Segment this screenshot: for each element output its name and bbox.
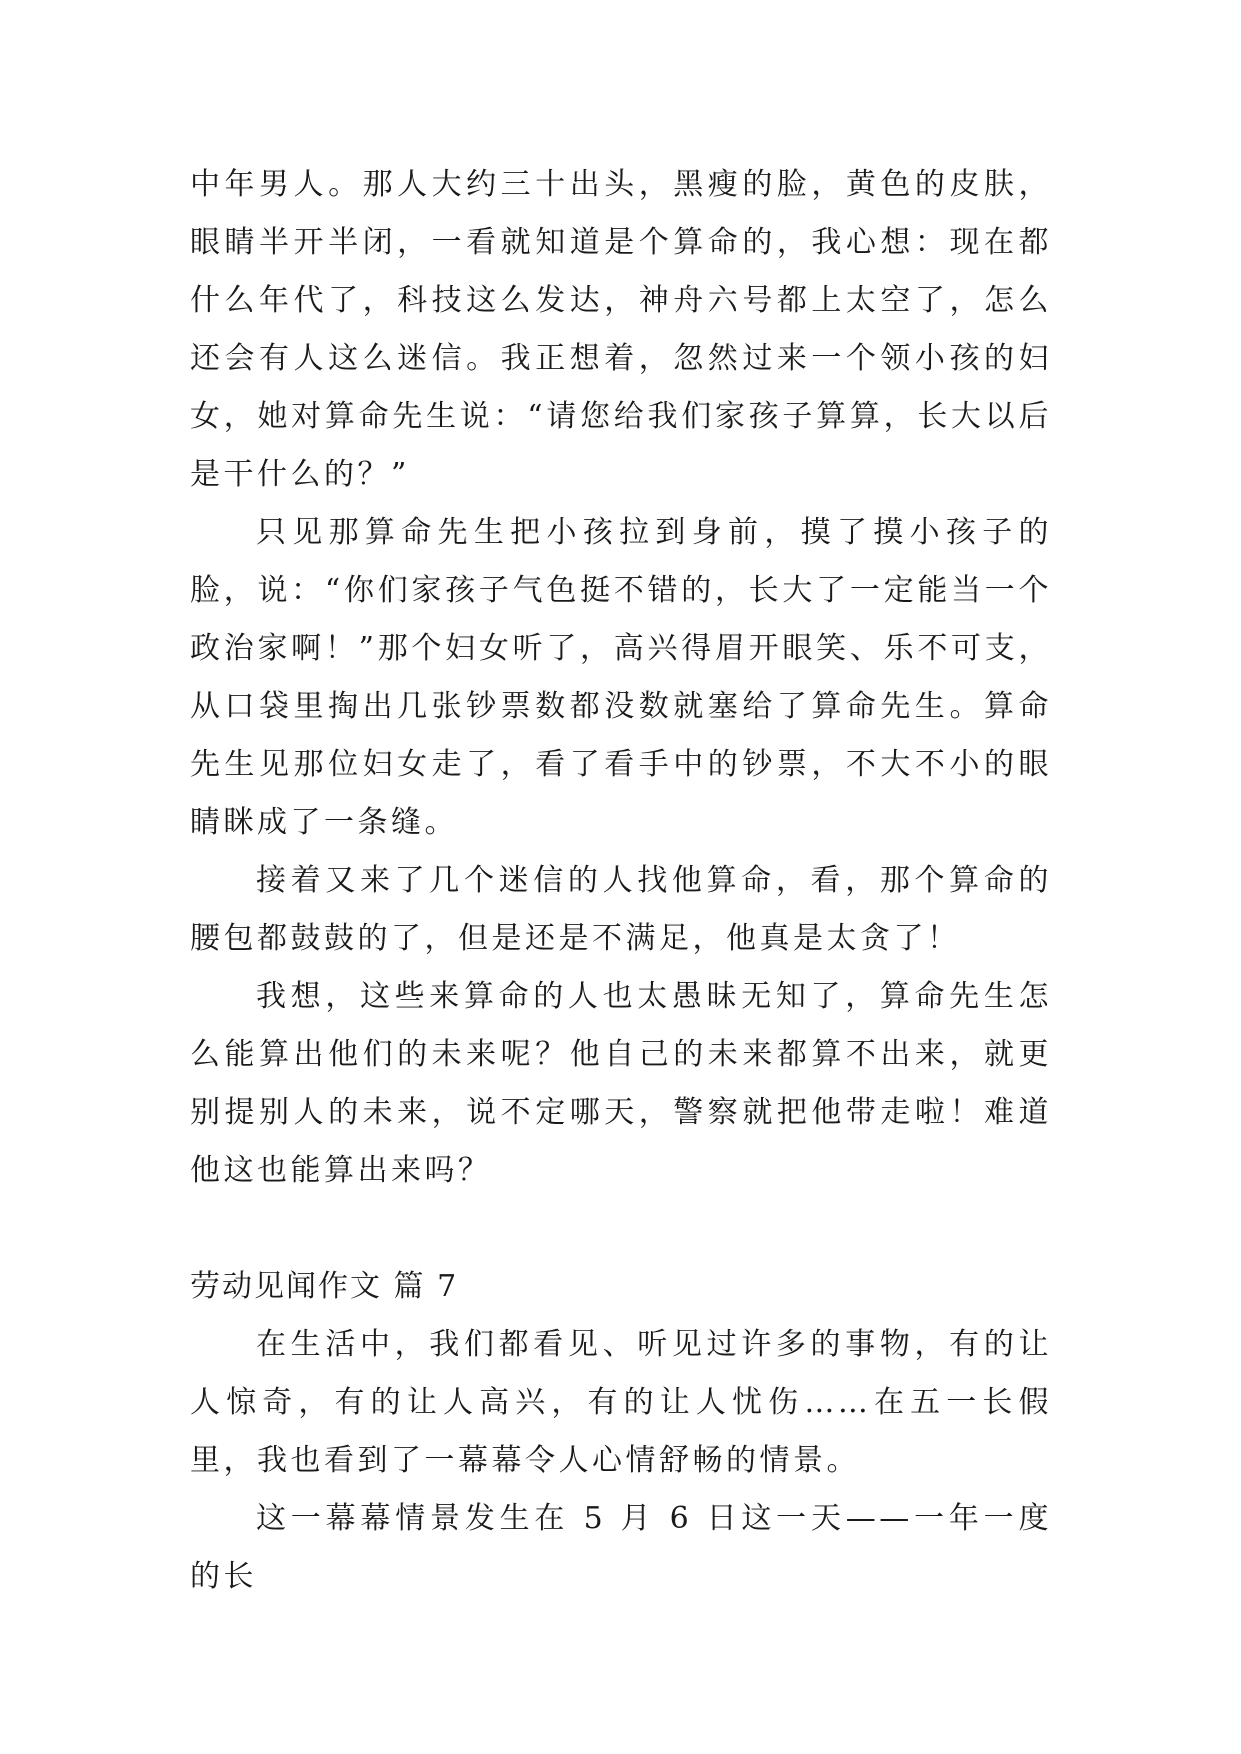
section-heading: 劳动见闻作文 篇 7 bbox=[190, 1269, 459, 1304]
paragraph-3: 接着又来了几个迷信的人找他算命，看，那个算命的腰包都鼓鼓的了，但是还是不满足，他真是太贪了！ bbox=[190, 863, 1052, 956]
document-body bbox=[190, 156, 1052, 1606]
paragraph-4: 我想，这些来算命的人也太愚昧无知了，算命先生怎么能算出他们的未来呢？他自己的未来都算不出来，就更别提别人的未来，说不定哪天，警察就把他带走啦！难道他这也能算出来吗？ bbox=[190, 979, 1052, 1188]
section-spacer bbox=[190, 1200, 1052, 1258]
paragraph-1: 中年男人。那人大约三十出头，黑瘦的脸，黄色的皮肤，眼睛半开半闭，一看就知道是个算命的，我心想：现在都什么年代了，科技这么发达，神舟六号都上太空了，怎么还会有人这么迷信。我正想着，忽然过来一个领小孩的妇女，她对算命先生说：“请您给我们家孩子算算，长大以后是干什么的？” bbox=[190, 167, 1052, 492]
section-paragraph-2: 这一幕幕情景发生在 5 月 6 日这一天——一年一度的长 bbox=[190, 1501, 1052, 1594]
paragraph-2: 只见那算命先生把小孩拉到身前，摸了摸小孩子的脸，说：“你们家孩子气色挺不错的，长大了一定能当一个政治家啊！”那个妇女听了，高兴得眉开眼笑、乐不可支，从口袋里掏出几张钞票数都没数就塞给了算命先生。算命先生见那位妇女走了，看了看手中的钞票，不大不小的眼睛眯成了一条缝。 bbox=[190, 515, 1052, 840]
section-paragraph-1: 在生活中，我们都看见、听见过许多的事物，有的让人惊奇，有的让人高兴，有的让人忧伤……在五一长假里，我也看到了一幕幕令人心情舒畅的情景。 bbox=[190, 1327, 1052, 1478]
